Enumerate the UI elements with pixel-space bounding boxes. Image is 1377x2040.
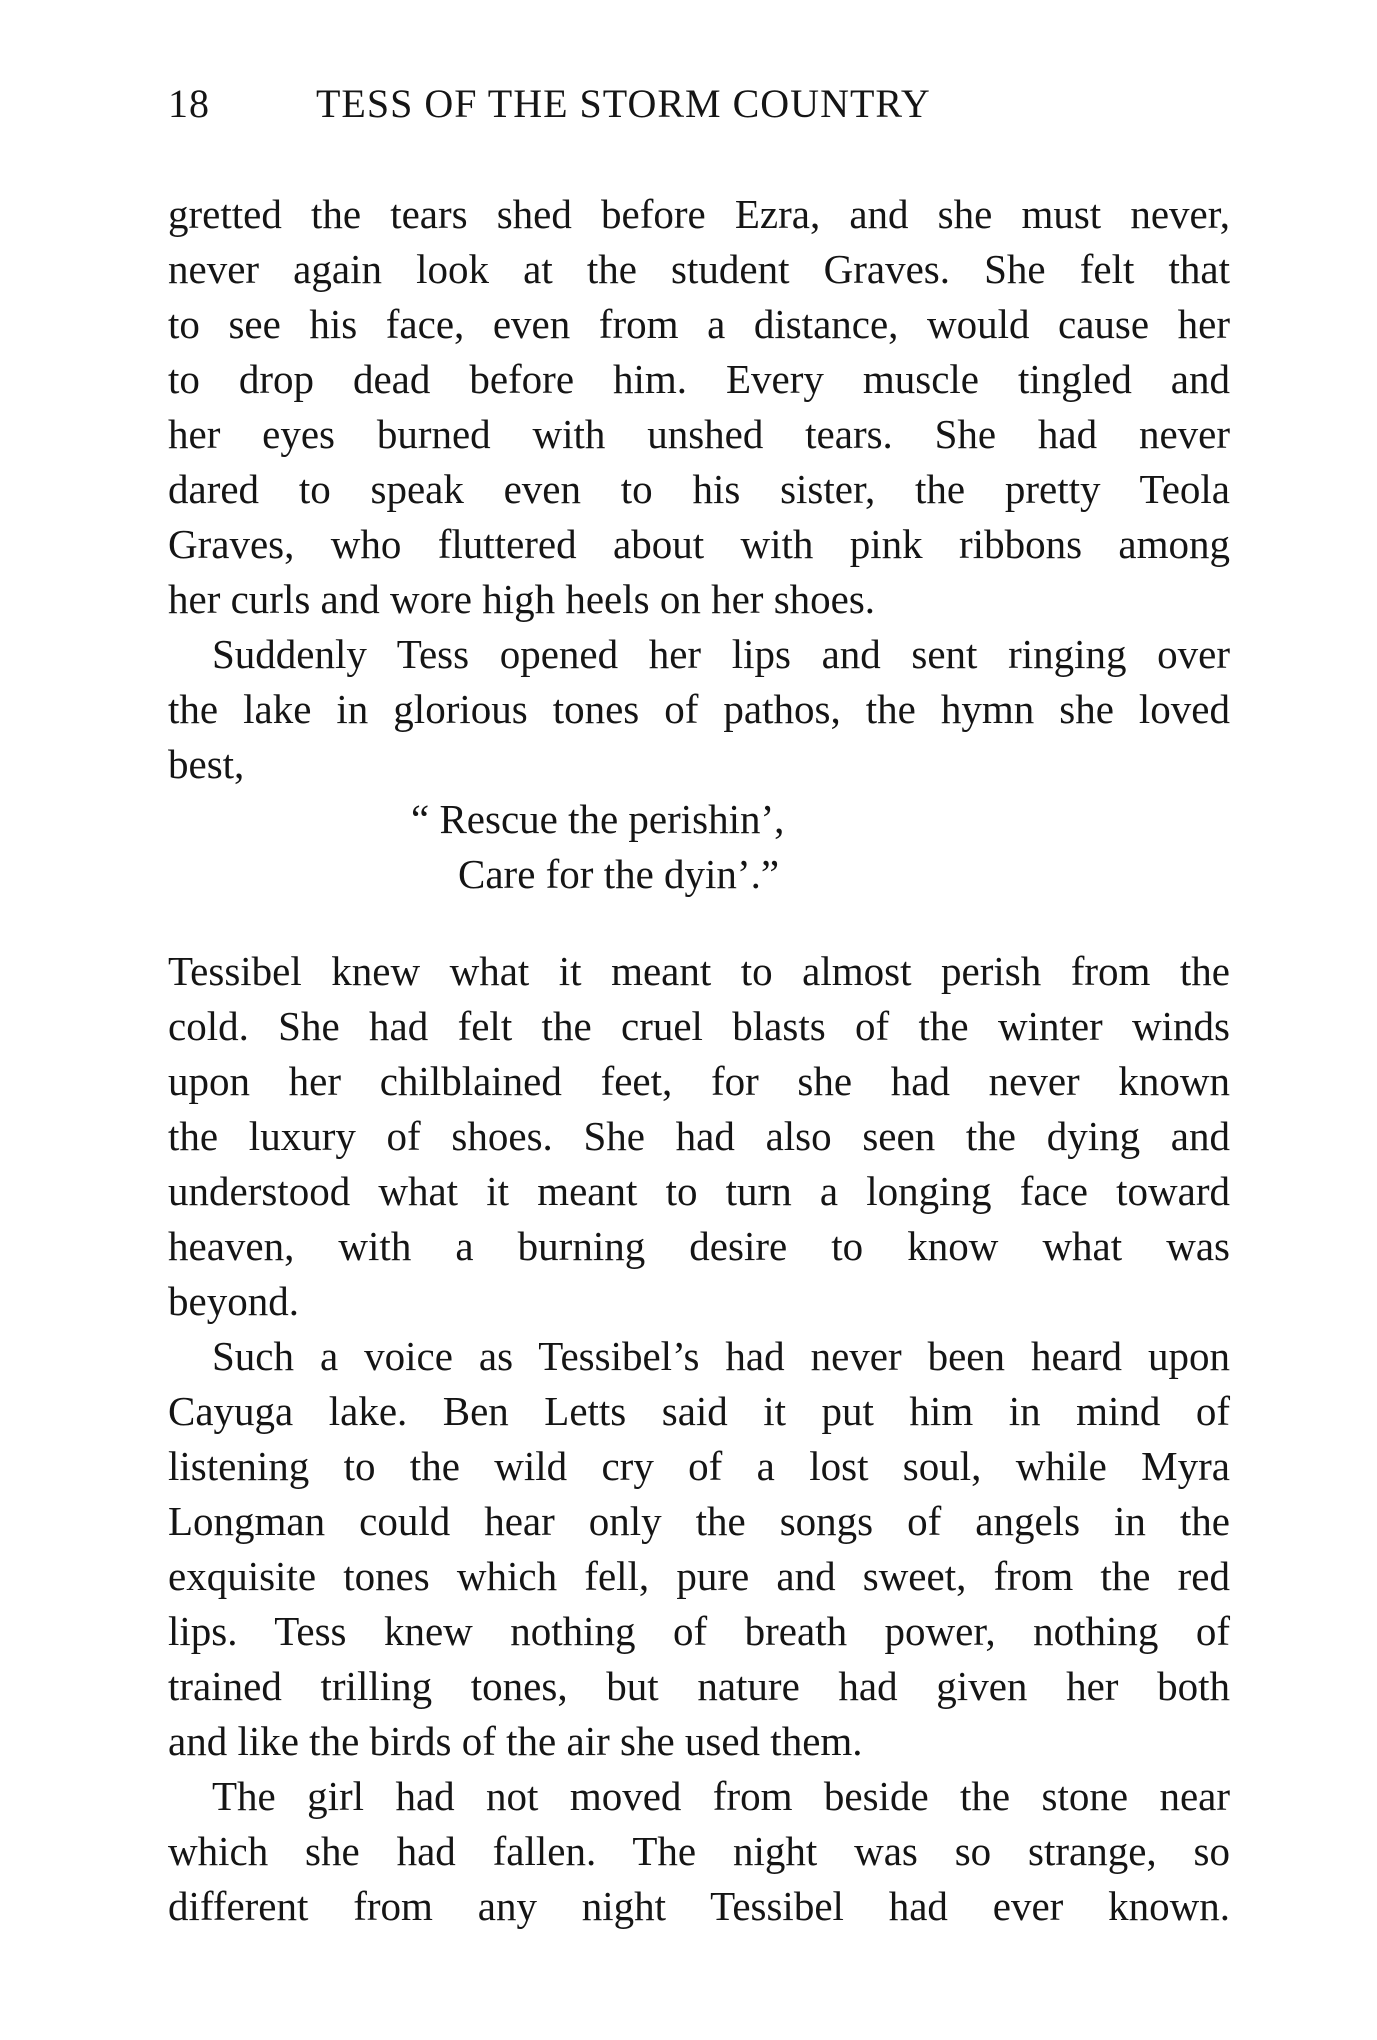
text-line: beyond. [168,1278,299,1324]
text-line: her eyes burned with unshed tears. She had never [168,411,1230,457]
text-line: understood what it meant to turn a longing face toward [168,1168,1230,1214]
text-line: and like the birds of the air she used them. [168,1718,863,1764]
running-header [168,80,1098,140]
text-line: heaven, with a burning desire to know what was [168,1223,1230,1269]
text-line: cold. She had felt the cruel blasts of the winter winds [168,1003,1230,1049]
verse-line: Care for the dyin’.” [458,851,780,897]
text-line: Graves, who fluttered about with pink ribbons among [168,521,1230,567]
verse-line: “ Rescue the perishin’, [411,796,785,842]
running-title: TESS OF THE STORM COUNTRY [316,81,931,126]
text-line: The girl had not moved from beside the stone near [212,1773,1230,1819]
text-line: never again look at the student Graves. She felt that [168,246,1230,292]
text-line: trained trilling tones, but nature had given her both [168,1663,1230,1709]
text-line: listening to the wild cry of a lost soul, while Myra [168,1443,1230,1489]
text-line: the luxury of shoes. She had also seen the dying and [168,1113,1230,1159]
text-line: to see his face, even from a distance, would cause her [168,301,1230,347]
text-line: to drop dead before him. Every muscle tingled and [168,356,1230,402]
page-number: 18 [168,81,210,126]
text-line: Suddenly Tess opened her lips and sent ringing over [212,631,1230,677]
text-line: which she had fallen. The night was so strange, so [168,1828,1230,1874]
text-line: Tessibel knew what it meant to almost perish from the [168,948,1230,994]
text-line: dared to speak even to his sister, the pretty Teola [168,466,1230,512]
text-line: best, [168,741,245,787]
text-line: lips. Tess knew nothing of breath power, nothing of [168,1608,1230,1654]
text-line: Cayuga lake. Ben Letts said it put him in mind of [168,1388,1230,1434]
text-line: gretted the tears shed before Ezra, and she must never, [168,191,1230,237]
text-line: exquisite tones which fell, pure and sweet, from the red [168,1553,1230,1599]
body-text [168,187,1230,1934]
text-line: different from any night Tessibel had ever known. [168,1883,1230,1929]
text-line: Such a voice as Tessibel’s had never been heard upon [212,1333,1230,1379]
stanza-gap [168,902,1230,944]
text-line: the lake in glorious tones of pathos, the hymn she loved [168,686,1230,732]
text-line: her curls and wore high heels on her shoes. [168,576,876,622]
text-line: Longman could hear only the songs of angels in the [168,1498,1230,1544]
text-line: upon her chilblained feet, for she had never known [168,1058,1230,1104]
